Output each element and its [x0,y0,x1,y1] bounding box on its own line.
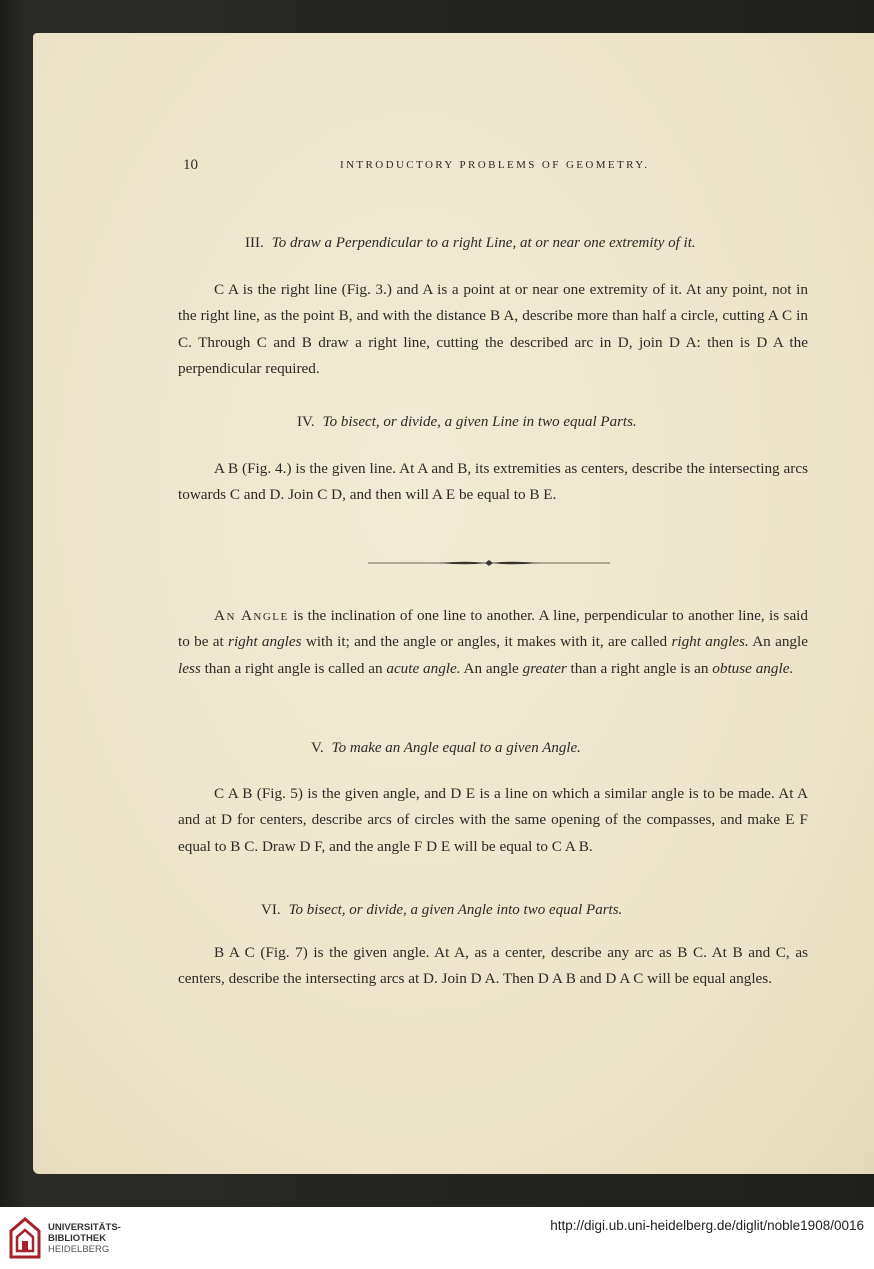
heading-title: To bisect, or divide, a given Angle into two equal Parts. [288,902,623,918]
paragraph-text: C A is the right line (Fig. 3.) and A is a point at or near one extremity of it. At any point, not in the right line, as the point B, and with the distance B A, describe more than half a circle, cutting A C in C. Through C and B draw a right line, cutting the described arc in D, join D A: then is D A the perpendicular required. [178,281,808,377]
paragraph-text: C A B (Fig. 5) is the given angle, and D E is a line on which a similar angle is to be made. At A and at D for centers, describe arcs of circles with the same opening of the compasses, and make E F equal to B C. Draw D F, and the angle F D E will be equal to C A B. [178,785,808,855]
heading-iv [297,414,637,431]
paragraph-iii [178,277,808,382]
paragraph-iv [178,456,808,509]
library-name-line: UNIVERSITÄTS- [48,1222,121,1233]
paragraph-v [178,781,808,860]
heading-number: III. [245,235,264,251]
text-run: An angle [748,633,808,651]
heading-vi [261,902,622,919]
heading-title: To draw a Perpendicular to a right Line, at or near one extremity of it. [271,235,696,251]
italic-term: acute angle. [386,659,461,677]
library-name-line: BIBLIOTHEK [48,1233,107,1244]
lead-small-caps: An Angle [214,607,289,624]
paragraph-text: A B (Fig. 4.) is the given line. At A and B, its extremities as centers, describe the intersecting arcs towards C and D. Join C D, and then will A E be equal to B E. [178,460,808,504]
heading-v [311,740,581,757]
ornamental-divider [368,558,610,568]
italic-term: less [178,659,201,677]
text-run: An angle [460,659,523,677]
library-logo-icon [9,1217,41,1259]
italic-term: obtuse angle. [712,659,794,677]
heading-title: To bisect, or divide, a given Line in two equal Parts. [322,414,637,430]
heading-iii [245,235,696,252]
heading-number: V. [311,740,324,756]
library-name-line: HEIDELBERG [48,1244,110,1255]
italic-term: right angles. [671,633,749,651]
permalink-url[interactable]: http://digi.ub.uni-heidelberg.de/diglit/noble1908/0016 [550,1218,864,1233]
text-run: with it; and the angle or angles, it makes with it, are called [301,633,672,651]
heading-title: To make an Angle equal to a given Angle. [331,740,581,756]
page-number: 10 [183,157,198,173]
paragraph-text: B A C (Fig. 7) is the given angle. At A, as a center, describe any arc as B C. At B and C, as centers, describe the intersecting arcs at D. Join D A. Then D A B and D A C will be equal angles. [178,944,808,988]
library-name [48,1222,121,1255]
paragraph-angle-definition [178,603,808,682]
heading-number: IV. [297,414,315,430]
footer-bar [0,1207,874,1269]
italic-term: greater [522,659,567,677]
heading-number: VI. [261,902,281,918]
text-run: than a right angle is called an [200,659,387,677]
running-head: INTRODUCTORY PROBLEMS OF GEOMETRY. [340,159,650,171]
paragraph-vi [178,940,808,993]
text-run: is the inclination of one line to another. A line, perpendicular to another line, is said to be at [178,607,808,651]
italic-term: right angles [228,633,302,651]
text-run: than a right angle is an [566,659,713,677]
